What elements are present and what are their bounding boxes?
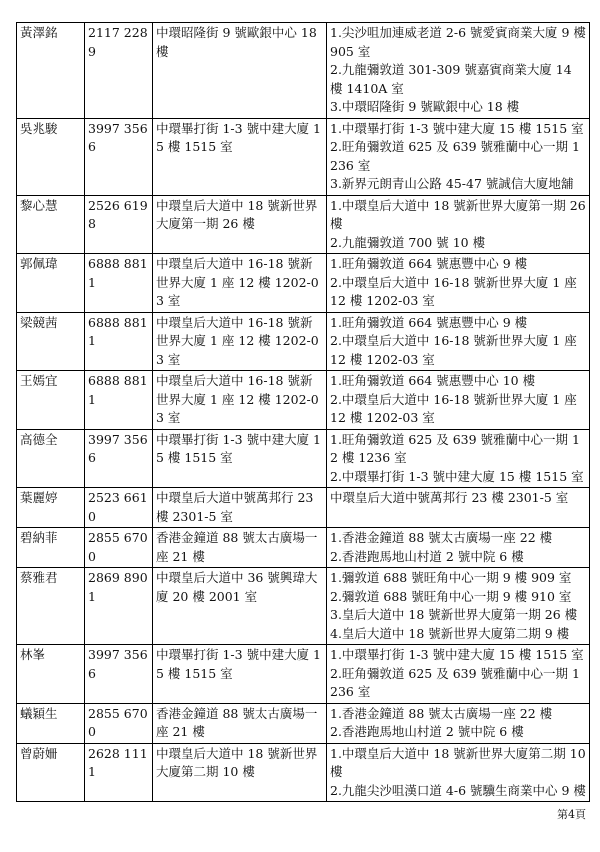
other-addresses-cell <box>327 645 590 704</box>
table-row <box>17 528 590 568</box>
phone-cell: 2523 6610 <box>85 488 153 528</box>
phone-cell: 6888 8811 <box>85 312 153 371</box>
office-address-cell: 中環皇后大道中號萬邦行 23 樓 2301-5 室 <box>153 488 327 528</box>
address-line: 2.中環畢打街 1-3 號中建大廈 15 樓 1515 室 <box>330 468 584 484</box>
table-row <box>17 568 590 645</box>
address-line: 1.尖沙咀加連威老道 2-6 號愛賓商業大廈 9 樓 905 室 <box>330 25 586 59</box>
phone-cell: 2855 6700 <box>85 703 153 743</box>
table-row <box>17 195 590 254</box>
address-line: 1.彌敦道 688 號旺角中心一期 9 樓 909 室 <box>330 570 572 585</box>
name-cell: 郭佩瑋 <box>17 254 85 313</box>
other-addresses-cell <box>327 568 590 645</box>
address-line: 2.香港跑馬地山村道 2 號中院 6 樓 <box>330 724 524 739</box>
name-cell: 林峯 <box>17 645 85 704</box>
page-number: 第4頁 <box>557 808 586 821</box>
name-cell: 黃澤銘 <box>17 23 85 119</box>
address-line: 1.香港金鐘道 88 號太古廣場一座 22 樓 <box>330 530 553 545</box>
other-addresses-cell <box>327 528 590 568</box>
office-address-cell: 中環畢打街 1-3 號中建大廈 15 樓 1515 室 <box>153 645 327 704</box>
other-addresses-cell <box>327 195 590 254</box>
name-cell: 蟻穎生 <box>17 703 85 743</box>
address-line: 2.旺角彌敦道 625 及 639 號雅蘭中心一期 1236 室 <box>330 139 580 173</box>
name-cell: 黎心慧 <box>17 195 85 254</box>
phone-cell: 2526 6198 <box>85 195 153 254</box>
address-line: 2.中環皇后大道中 16-18 號新世界大廈 1 座 12 樓 1202-03 室 <box>330 391 577 425</box>
address-table-body <box>17 23 590 802</box>
other-addresses-cell <box>327 118 590 195</box>
address-line: 中環皇后大道中號萬邦行 23 樓 2301-5 室 <box>330 490 569 505</box>
office-address-cell: 中環昭隆街 9 號歐銀中心 18 樓 <box>153 23 327 119</box>
office-address-cell: 香港金鐘道 88 號太古廣場一座 21 樓 <box>153 703 327 743</box>
name-cell: 高德全 <box>17 429 85 488</box>
name-cell: 王嫣宜 <box>17 371 85 430</box>
table-row <box>17 312 590 371</box>
table-row <box>17 429 590 488</box>
address-line: 1.旺角彌敦道 625 及 639 號雅蘭中心一期 12 樓 1236 室 <box>330 431 580 465</box>
address-line: 4.皇后大道中 18 號新世界大廈第二期 9 樓 <box>330 625 570 641</box>
name-cell: 蔡雅君 <box>17 568 85 645</box>
name-cell: 葉麗婷 <box>17 488 85 528</box>
office-address-cell: 中環畢打街 1-3 號中建大廈 15 樓 1515 室 <box>153 118 327 195</box>
phone-cell: 2117 2289 <box>85 23 153 119</box>
name-cell: 曾蔚姍 <box>17 743 85 802</box>
name-cell: 梁競茜 <box>17 312 85 371</box>
address-line: 2.中環皇后大道中 16-18 號新世界大廈 1 座 12 樓 1202-03 室 <box>330 333 577 367</box>
office-address-cell: 中環皇后大道中 16-18 號新世界大廈 1 座 12 樓 1202-03 室 <box>153 371 327 430</box>
address-line: 1.中環皇后大道中 18 號新世界大廈第一期 26 樓 <box>330 197 586 231</box>
office-address-cell: 香港金鐘道 88 號太古廣場一座 21 樓 <box>153 528 327 568</box>
address-line: 1.香港金鐘道 88 號太古廣場一座 22 樓 <box>330 705 553 721</box>
phone-cell: 3997 3566 <box>85 429 153 488</box>
address-line: 2.旺角彌敦道 625 及 639 號雅蘭中心一期 1236 室 <box>330 665 580 699</box>
other-addresses-cell <box>327 254 590 313</box>
address-line: 2.九龍彌敦道 700 號 10 樓 <box>330 234 486 250</box>
table-row <box>17 23 590 119</box>
address-line: 1.旺角彌敦道 664 號惠豐中心 9 樓 <box>330 314 528 330</box>
table-row <box>17 254 590 313</box>
table-row <box>17 488 590 528</box>
phone-cell: 2628 1111 <box>85 743 153 802</box>
table-row <box>17 371 590 430</box>
table-row <box>17 743 590 802</box>
address-line: 2.彌敦道 688 號旺角中心一期 9 樓 910 室 <box>330 588 572 604</box>
name-cell: 吳兆駿 <box>17 118 85 195</box>
office-address-cell: 中環皇后大道中 16-18 號新世界大廈 1 座 12 樓 1202-03 室 <box>153 312 327 371</box>
phone-cell: 3997 3566 <box>85 118 153 195</box>
table-row <box>17 645 590 704</box>
phone-cell: 6888 8811 <box>85 371 153 430</box>
address-line: 2.中環皇后大道中 16-18 號新世界大廈 1 座 12 樓 1202-03 室 <box>330 274 577 308</box>
phone-cell: 2855 6700 <box>85 528 153 568</box>
table-row <box>17 703 590 743</box>
other-addresses-cell <box>327 429 590 488</box>
other-addresses-cell <box>327 312 590 371</box>
address-line: 2.九龍尖沙咀漢口道 4-6 號驥生商業中心 9 樓 <box>330 782 586 798</box>
other-addresses-cell <box>327 23 590 119</box>
address-line: 3.皇后大道中 18 號新世界大廈第一期 26 樓 <box>330 607 578 622</box>
name-cell: 碧納菲 <box>17 528 85 568</box>
phone-cell: 6888 8811 <box>85 254 153 313</box>
phone-cell: 2869 8901 <box>85 568 153 645</box>
address-line: 1.旺角彌敦道 664 號惠豐中心 9 樓 <box>330 256 528 271</box>
table-row <box>17 118 590 195</box>
address-line: 2.香港跑馬地山村道 2 號中院 6 樓 <box>330 548 524 564</box>
office-address-cell: 中環皇后大道中 36 號興瑋大廈 20 樓 2001 室 <box>153 568 327 645</box>
office-address-cell: 中環畢打街 1-3 號中建大廈 15 樓 1515 室 <box>153 429 327 488</box>
address-line: 3.新界元朗青山公路 45-47 號誠信大廈地舖 <box>330 176 574 191</box>
address-line: 1.旺角彌敦道 664 號惠豐中心 10 樓 <box>330 373 536 388</box>
address-line: 1.中環畢打街 1-3 號中建大廈 15 樓 1515 室 <box>330 647 584 662</box>
office-address-cell: 中環皇后大道中 18 號新世界大廈第一期 26 樓 <box>153 195 327 254</box>
other-addresses-cell <box>327 703 590 743</box>
other-addresses-cell <box>327 488 590 528</box>
address-line: 3.中環昭隆街 9 號歐銀中心 18 樓 <box>330 99 520 114</box>
address-line: 1.中環畢打街 1-3 號中建大廈 15 樓 1515 室 <box>330 120 584 136</box>
other-addresses-cell <box>327 743 590 802</box>
address-table <box>16 22 590 802</box>
office-address-cell: 中環皇后大道中 16-18 號新世界大廈 1 座 12 樓 1202-03 室 <box>153 254 327 313</box>
office-address-cell: 中環皇后大道中 18 號新世界大廈第二期 10 樓 <box>153 743 327 802</box>
address-line: 1.中環皇后大道中 18 號新世界大廈第二期 10 樓 <box>330 745 586 779</box>
phone-cell: 3997 3566 <box>85 645 153 704</box>
other-addresses-cell <box>327 371 590 430</box>
address-line: 2.九龍彌敦道 301-309 號嘉賓商業大廈 14 樓 1410A 室 <box>330 62 572 96</box>
